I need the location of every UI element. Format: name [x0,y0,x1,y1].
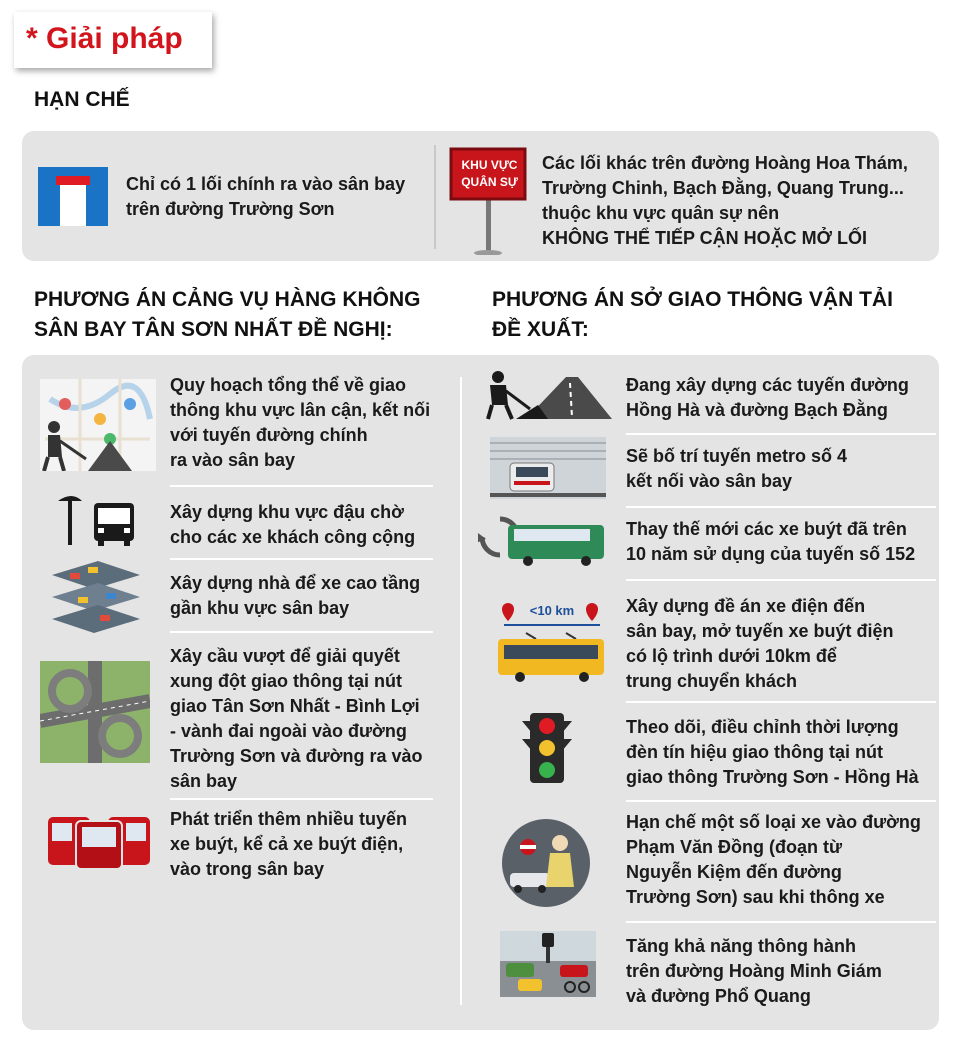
buses-icon [46,813,152,871]
electric-bus-icon [496,599,608,683]
limits-panel [22,131,939,261]
bus-replace-icon [478,511,606,567]
separator [626,921,936,923]
separator [170,631,433,633]
overpass-icon [40,661,150,763]
limits-heading: HẠN CHẾ [34,88,130,111]
right-item-3-text: Thay thế mới các xe buýt đã trên 10 năm sử dụng của tuyến số 152 [626,519,916,564]
limits-left-text: Chỉ có 1 lối chính ra vào sân bay trên đường Trường Sơn [126,174,406,219]
right-item-4-text: Xây dựng đề án xe điện đến sân bay, mở tuyến xe buýt điện có lộ trình dưới 10km để trung chuyển khách [626,596,894,691]
separator [170,558,433,560]
left-item-4-text: Xây cầu vượt để giải quyết xung đột giao thông tại nút giao Tân Sơn Nhất - Bình Lợi - vành đai ngoài vào đường Trường Sơn và đường ra vào sân bay [170,646,423,791]
no-through-road-icon [38,167,108,226]
solutions-panel [22,355,939,1030]
parking-building-icon [48,559,142,635]
left-item-2-text: Xây dựng khu vực đậu chờ cho các xe khách công cộng [170,502,416,547]
right-item-5-text: Theo dõi, điều chỉnh thời lượng đèn tín hiệu giao thông tại nút giao thông Trường Sơn - Hồng Hà [626,717,919,787]
road-worker-icon [486,369,612,421]
military-zone-sign-icon [448,145,530,255]
right-item-6-text: Hạn chế một số loại xe vào đường Phạm Văn Đồng (đoạn từ Nguyễn Kiệm đến đường Trường Sơn) sau khi thông xe [626,812,921,907]
separator [626,701,936,703]
right-section-heading: PHƯƠNG ÁN SỞ GIAO THÔNG VẬN TẢI ĐỀ XUẤT: [492,288,893,341]
limits-right-text: Các lối khác trên đường Hoàng Hoa Thám, Trường Chinh, Bạch Đằng, Quang Trung... thuộc khu vực quân sự nên KHÔNG THỂ TIẾP CẬN HOẶC MỞ LỐI [542,153,908,248]
page-title: * Giải pháp [26,22,183,55]
right-item-7-text: Tăng khả năng thông hành trên đường Hoàng Minh Giám và đường Phổ Quang [626,936,882,1006]
traffic-light-icon [522,713,572,783]
metro-icon [490,437,606,499]
traffic-police-icon [500,817,592,909]
separator [170,798,433,800]
distance-label: <10 km [529,603,575,618]
street-traffic-icon [500,931,596,997]
title-box [14,12,212,68]
separator [626,506,936,508]
left-item-5-text: Phát triển thêm nhiều tuyến xe buýt, kể cả xe buýt điện, vào trong sân bay [170,809,408,879]
left-item-1-text: Quy hoạch tổng thể về giao thông khu vực lân cận, kết nối với tuyến đường chính ra vào sân bay [170,375,431,470]
separator [626,433,936,435]
separator [626,800,936,802]
bus-stop-icon [52,491,138,547]
solutions-divider [460,377,462,1005]
sign-line-1: KHU VỰC [461,158,518,172]
sign-line-2: QUÂN SỰ [461,175,518,189]
separator [626,579,936,581]
limits-divider [434,145,436,249]
left-section-heading: PHƯƠNG ÁN CẢNG VỤ HÀNG KHÔNG SÂN BAY TÂN SƠN NHẤT ĐỀ NGHỊ: [34,288,421,341]
map-worker-icon [40,379,156,471]
left-item-3-text: Xây dựng nhà để xe cao tầng gần khu vực sân bay [170,573,421,618]
right-item-2-text: Sẽ bố trí tuyến metro số 4 kết nối vào sân bay [626,446,848,491]
separator [170,485,433,487]
right-item-1-text: Đang xây dựng các tuyến đường Hồng Hà và đường Bạch Đằng [626,375,909,420]
